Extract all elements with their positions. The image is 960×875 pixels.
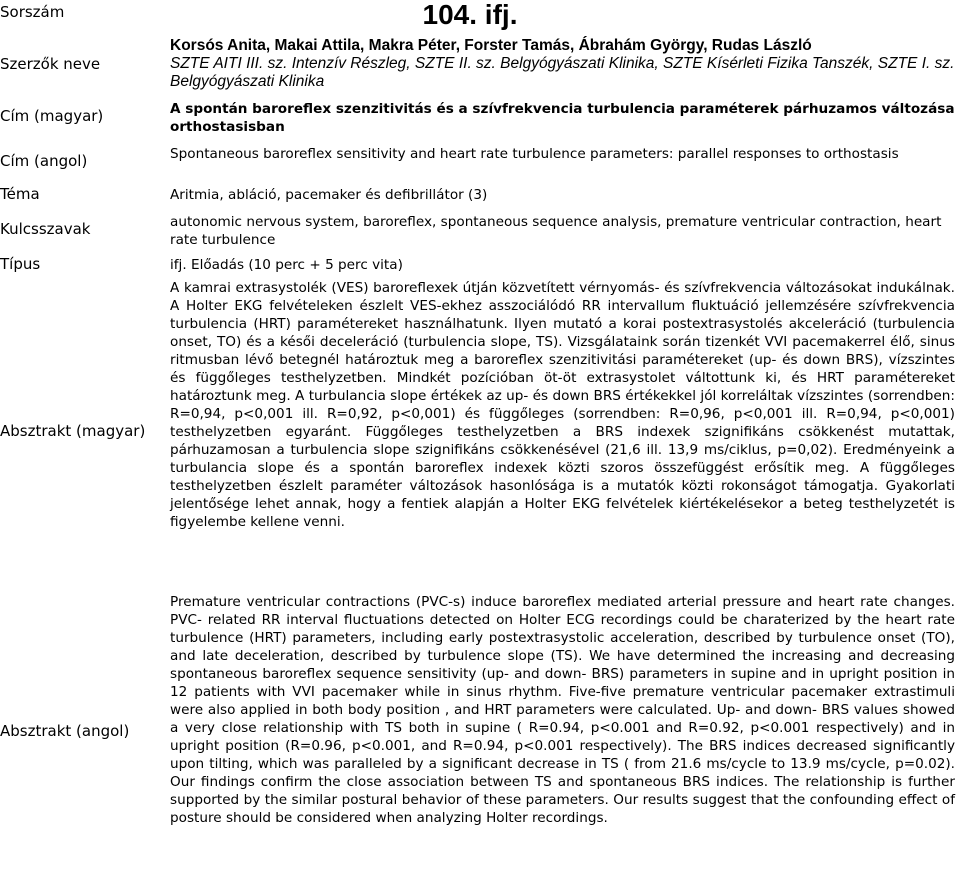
- label-cim-magyar: Cím (magyar): [0, 107, 104, 125]
- label-tema: Téma: [0, 185, 40, 203]
- label-kulcsszavak: Kulcsszavak: [0, 220, 91, 238]
- label-abstract-hu: Absztrakt (magyar): [0, 422, 146, 440]
- abstract-english: Premature ventricular contractions (PVC-s) induce baroreflex mediated arterial pressure and heart rate changes. PVC- related RR interval fluctuations detected on Holter ECG recordings could be charaterized by the heart rate turbulence (HRT) parameters, including early postextrasystolic acceleration, described by turbulence onset (TO), and late deceleration, described by turbulence slope (TS). We have determined the increasing and decreasing spontaneous baroreflex sequence sensitivity (up- and down- BRS) parameters in supine and in upright position in 12 patients with VVI pacemaker while in sinus rhythm. Five-five premature ventricular pacemaker extrastimuli were also applied in both body position , and HRT parameters were calculated. Up- and down- BRS values showed a very close relationship with TS both in supine ( R=0.94, p<0.001 and R=0.92, p<0.001 respectively) and in upright position (R=0.96, p<0.001, and R=0.94, p<0.001 respectively). The BRS indices decreased significantly upon tilting, which was paralleled by a significant decrease in TS ( from 21.6 ms/cycle to 13.9 ms/cycle, p=0.02). Our findings confirm the close association between TS and spontaneous BRS indices. The relationship is further supported by the similar postural behavior of these parameters. Our results suggest that the confounding effect of posture should be considered when analyzing Holter recordings.: [170, 594, 955, 826]
- label-szerzok: Szerzők neve: [0, 55, 101, 73]
- presentation-type: ifj. Előadás (10 perc + 5 perc vita): [170, 257, 403, 273]
- abstract-hungarian: A kamrai extrasystolék (VES) baroreflexek útján közvetített vérnyomás- és szívfrekvencia változásokat indukálnak. A Holter EKG felvételeken észlelt VES-ekhez asszociálódó RR intervallum fluktuáció jellemzésére szívfrekvencia turbulencia (HRT) paramétereket használhatunk. Ilyen mutató a korai postextrasystolés akceleráció (turbulencia onset, TO) és a késői deceleráció (turbulencia slope, TS). Vizsgálataink során tizenkét VVI pacemakerrel élő, sinus ritmusban lévő betegnél határoztuk meg a baroreflex szenzitivitási paramétereket (up- és down BRS), vízszintes és függőleges testhelyzetben. Mindkét pozícióban öt-öt extrasystolet váltottunk ki, és HRT paramétereket határoztunk meg. A turbulancia slope értékek az up- és down BRS értékekkel jól korreláltak vízszintes (sorrendben: R=0,94, p<0,001 ill. R=0,92, p<0,001) és függőleges (sorrendben: R=0,96, p<0,001 ill. R=0,94, p<0,001) testhelyzetben egyaránt. Függőleges testhelyzetben a BRS indexek szignifikáns csökkenést mutattak, párhuzamosan a turbulencia slope szignifikáns csökkenésével (21,6 ill. 13,9 ms/ciklus, p=0,02). Eredményeink a turbulancia slope és a spontán baroreflex indexek közti szoros összefüggést erősítik meg. A függőleges testhelyzetben észlelt paraméter változások hasonlósága is a mutatók közti rokonságot támogatja. Gyakorlati jelentősége lehet annak, hogy a fentiek alapján a Holter EKG felvételek kiértékelésekor a beteg testhelyzetét is figyelembe kellene venni.: [170, 280, 955, 530]
- keywords: autonomic nervous system, baroreflex, spontaneous sequence analysis, premature ventricular contraction, heart rate turbulence: [170, 214, 942, 248]
- label-sorszam: Sorszám: [0, 3, 65, 21]
- authors: Korsós Anita, Makai Attila, Makra Péter, Forster Tamás, Ábrahám György, Rudas László: [170, 37, 812, 54]
- title-hungarian: A spontán baroreflex szenzitivitás és a szívfrekvencia turbulencia paraméterek párhuzamos változása orthostasisban: [170, 101, 955, 135]
- label-abstract-en: Absztrakt (angol): [0, 722, 130, 740]
- topic: Aritmia, abláció, pacemaker és defibrillátor (3): [170, 187, 488, 203]
- title-english: Spontaneous baroreflex sensitivity and heart rate turbulence parameters: parallel responses to orthostasis: [170, 146, 899, 162]
- abstract-number: 104. ifj.: [422, 0, 518, 30]
- label-tipus: Típus: [0, 255, 41, 273]
- label-cim-angol: Cím (angol): [0, 152, 88, 170]
- affiliations: SZTE AITI III. sz. Intenzív Részleg, SZTE II. sz. Belgyógyászati Klinika, SZTE Kísérleti Fizika Tanszék, SZTE I. sz. Belgyógyászati Klinika: [170, 55, 955, 90]
